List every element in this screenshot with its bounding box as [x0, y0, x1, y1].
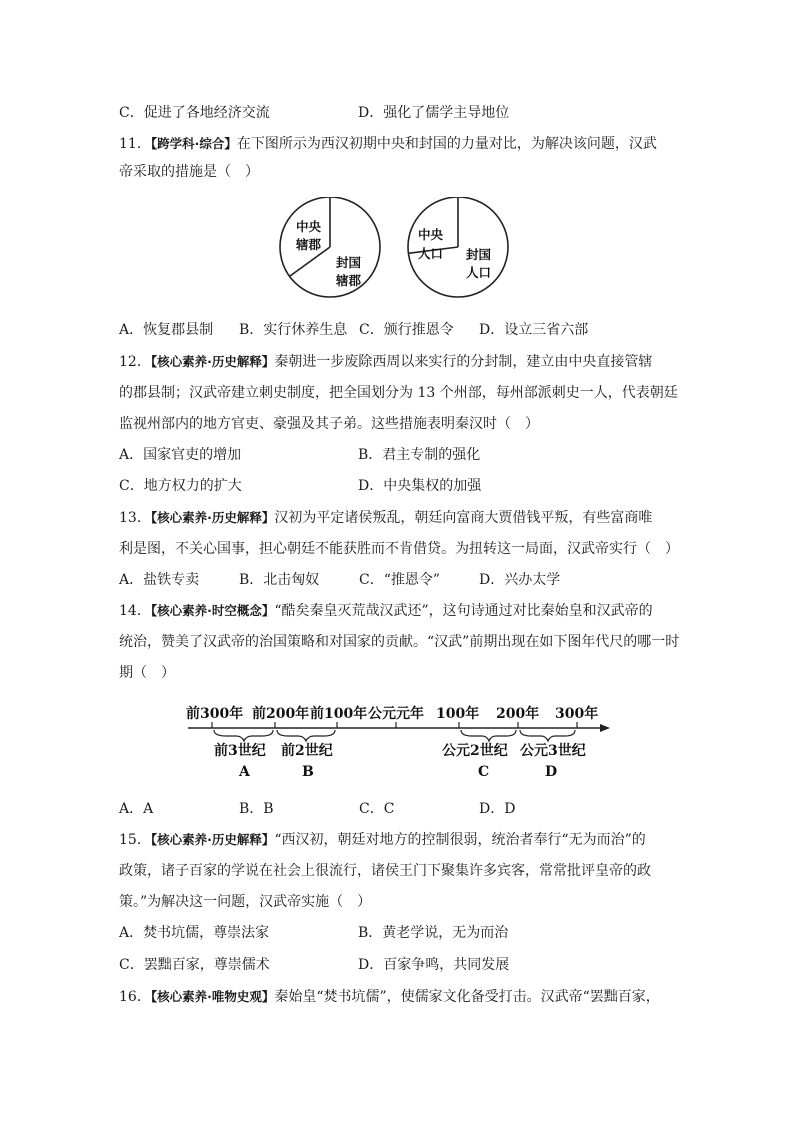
- q13-option-a: A．盐铁专卖: [119, 572, 200, 588]
- bracket-d: [520, 730, 575, 741]
- q13-stem-line-1: [119, 508, 694, 528]
- year-label-100ad: 100年: [436, 706, 480, 722]
- year-label-200ad: 200年: [496, 706, 540, 722]
- q11-number: 11．: [119, 136, 151, 152]
- q12-stem-line-1: [119, 352, 694, 372]
- century-label-d: 公元3世纪: [520, 743, 586, 759]
- q13-tag: 【核心素养·历史解释】: [150, 510, 275, 525]
- q12-option-c: C．地方权力的扩大: [119, 478, 242, 494]
- timeline-arrowhead: [600, 724, 610, 732]
- letter-d: D: [545, 764, 558, 780]
- q11-option-a: A．恢复郡县制: [119, 322, 214, 338]
- pie-population-fief-label-1: 封国: [466, 247, 492, 262]
- q15-option-c: C．罢黜百家，尊崇儒术: [119, 957, 270, 973]
- q13-option-d: D．兴办太学: [479, 572, 561, 588]
- q16-stem-line-1: [119, 987, 694, 1007]
- q13-text-1: 汉初为平定诸侯叛乱，朝廷向富商大贾借钱平叛，有些富商唯: [274, 510, 653, 526]
- q12-option-a: A．国家官吏的增加: [119, 447, 242, 463]
- q14-timeline-figure: [180, 696, 620, 786]
- q11-tag: 【跨学科·综合】: [150, 136, 237, 151]
- year-label-200bc: 前200年: [252, 706, 310, 722]
- q14-number: 14．: [119, 603, 151, 619]
- bracket-a: [214, 730, 273, 741]
- q14-stem-line-3: 期（ ）: [119, 665, 175, 681]
- bracket-c: [461, 730, 516, 741]
- q12-stem-line-3: 监视州部内的地方官吏、豪强及其子弟。这些措施表明秦汉时（ ）: [119, 416, 539, 432]
- q15-number: 15．: [119, 832, 151, 848]
- q12-text-1: 秦朝进一步废除西周以来实行的分封制，建立由中央直接管辖: [274, 354, 653, 370]
- century-label-a: 前3世纪: [214, 743, 266, 759]
- pie-chart-population: [408, 197, 508, 297]
- q15-option-b: B．黄老学说，无为而治: [358, 925, 509, 941]
- q13-option-b: B．北击匈奴: [239, 572, 320, 588]
- q10-option-d: D．强化了儒学主导地位: [358, 105, 510, 121]
- year-label-ad1: 公元元年: [368, 706, 424, 722]
- q13-stem-line-2: 利是图，不关心国事，担心朝廷不能获胜而不肯借贷。为扭转这一局面，汉武帝实行（ ）: [119, 541, 679, 557]
- year-label-300bc: 前300年: [186, 706, 244, 722]
- q15-stem-line-2: 政策，诸子百家的学说在社会上很流行，诸侯王门下聚集许多宾客，常常批评皇帝的政: [119, 863, 651, 879]
- pie-chart-territory: [280, 197, 380, 297]
- q14-option-b: B．B: [239, 801, 274, 817]
- pie-territory-central-label-1: 中央: [296, 219, 322, 234]
- q12-option-d: D．中央集权的加强: [358, 478, 482, 494]
- q13-option-c: C．“推恩令”: [359, 572, 441, 588]
- q12-stem-line-2: 的郡县制；汉武帝建立刺史制度，把全国划分为 13 个州部，每州部派刺史一人，代表朝廷: [119, 385, 678, 401]
- q15-tag: 【核心素养·历史解释】: [150, 832, 275, 847]
- pie-population-central-label-2: 人口: [418, 246, 444, 261]
- q14-option-d: D．D: [479, 801, 516, 817]
- q10-option-c: C．促进了各地经济交流: [119, 105, 270, 121]
- q14-tag: 【核心素养·时空概念】: [150, 603, 275, 618]
- pie-territory-central-label-2: 辖郡: [296, 237, 322, 252]
- q15-option-a: A．焚书坑儒，尊崇法家: [119, 925, 270, 941]
- q11-option-c: C．颁行推恩令: [359, 322, 454, 338]
- century-label-b: 前2世纪: [281, 743, 333, 759]
- letter-a: A: [239, 764, 250, 780]
- q13-number: 13．: [119, 510, 151, 526]
- q15-stem-line-3: 策。”为解决这一问题，汉武帝实施（ ）: [119, 894, 372, 910]
- q14-option-a: A．A: [119, 801, 154, 817]
- q15-text-1: “西汉初，朝廷对地方的控制很弱，统治者奉行“无为而治”的: [274, 832, 646, 848]
- q15-option-d: D．百家争鸣，共同发展: [358, 957, 510, 973]
- year-label-300ad: 300年: [555, 706, 599, 722]
- q16-tag: 【核心素养·唯物史观】: [150, 989, 275, 1004]
- q14-stem-line-1: [119, 601, 694, 621]
- year-label-100bc: 前100年: [310, 706, 368, 722]
- century-label-c: 公元2世纪: [442, 743, 508, 759]
- q11-stem-line-1: [119, 134, 694, 154]
- q16-text-1: 秦始皇“焚书坑儒”，使儒家文化备受打击。汉武帝“罢黜百家，: [274, 989, 660, 1005]
- q11-pie-charts: [270, 197, 525, 305]
- q12-option-b: B．君主专制的强化: [358, 447, 481, 463]
- q12-tag: 【核心素养·历史解释】: [150, 354, 275, 369]
- letter-c: C: [478, 764, 490, 780]
- q14-option-c: C．C: [359, 801, 395, 817]
- bracket-b: [277, 730, 335, 741]
- q11-option-d: D．设立三省六部: [479, 322, 589, 338]
- letter-b: B: [302, 764, 314, 780]
- q16-number: 16．: [119, 989, 151, 1005]
- q15-stem-line-1: [119, 830, 694, 850]
- q11-option-b: B．实行休养生息: [239, 322, 348, 338]
- pie-territory-fief-label-2: 辖郡: [336, 273, 362, 288]
- q14-text-1: “酷矣秦皇灭荒哉汉武还”，这句诗通过对比秦始皇和汉武帝的: [274, 603, 653, 619]
- pie-population-central-label-1: 中央: [418, 227, 444, 242]
- q12-number: 12．: [119, 354, 151, 370]
- q11-text-1: 在下图所示为西汉初期中央和封国的力量对比，为解决该问题，汉武: [236, 136, 657, 152]
- q11-stem-line-2: 帝采取的措施是（ ）: [119, 164, 259, 180]
- pie-territory-fief-label-1: 封国: [336, 255, 362, 270]
- q14-stem-line-2: 统治，赞美了汉武帝的治国策略和对国家的贡献。“汉武”前期出现在如下图年代尺的哪一时: [119, 634, 680, 650]
- pie-population-fief-label-2: 人口: [466, 265, 492, 280]
